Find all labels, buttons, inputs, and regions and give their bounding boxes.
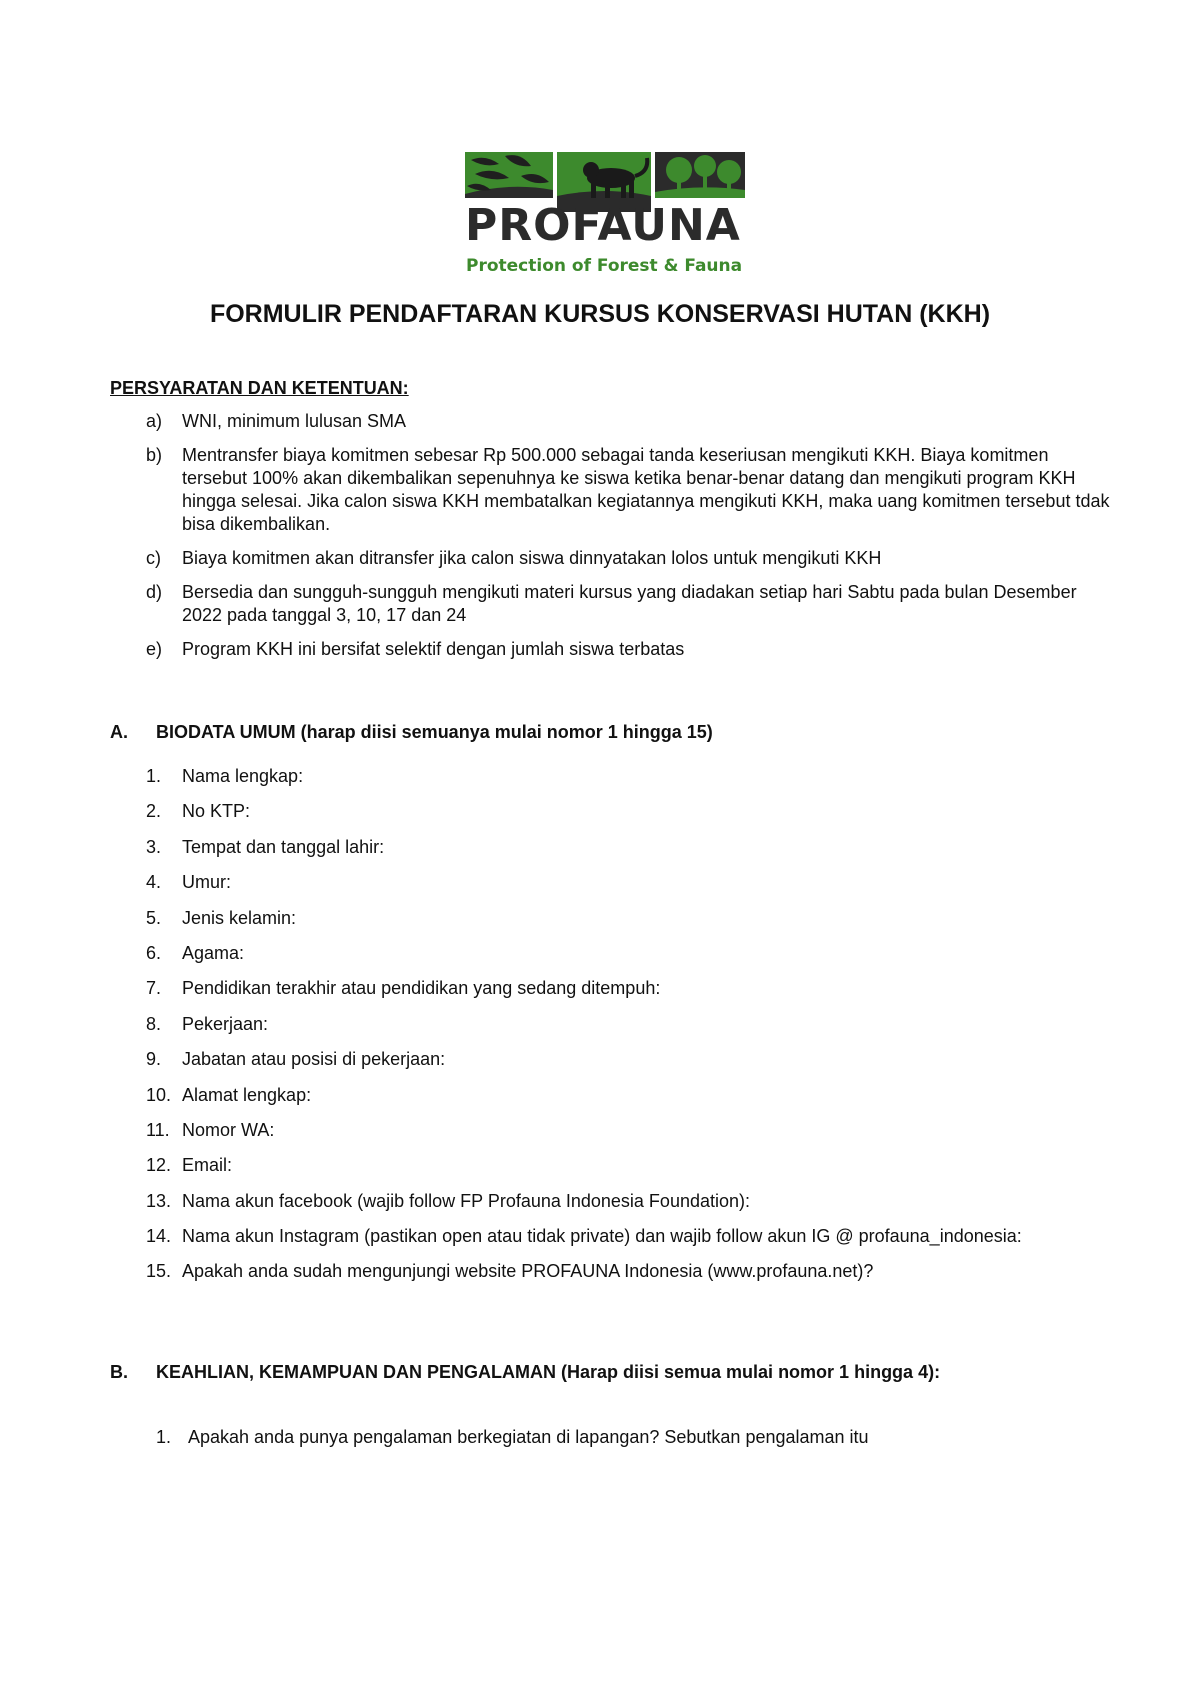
item-number: 1. xyxy=(146,766,162,786)
list-marker: a) xyxy=(146,411,163,431)
item-number: 6. xyxy=(146,942,162,963)
list-item xyxy=(110,800,1110,823)
item-number: 5. xyxy=(146,907,162,928)
term-text: Mentransfer biaya komitmen sebesar Rp 500.000 sebagai tanda keseriusan mengikuti KKH. Biaya komitmen tersebut 100% akan dikembalikan sepenuhnya ke siswa ketika benar-benar datang dan mengikuti program KKH hingga selesai. Jika calon siswa KKH membatalkan kegiatannya mengikuti KKH, maka uang komitmen tersebut tdak bisa dikembalikan. xyxy=(182,445,1110,534)
terms-heading: PERSYARATAN DAN KETENTUAN: xyxy=(110,378,409,398)
list-item xyxy=(110,638,1110,661)
item-number: 10. xyxy=(146,1084,172,1105)
section-letter: A. xyxy=(110,722,128,742)
list-item xyxy=(110,977,1110,1000)
list-item xyxy=(110,1084,1110,1107)
list-item xyxy=(110,871,1110,894)
logo-wordmark: PROFAUNA xyxy=(465,200,741,251)
item-number: 12. xyxy=(146,1155,172,1176)
field-label: Jabatan atau posisi di pekerjaan: xyxy=(182,1049,446,1070)
item-number: 4. xyxy=(146,872,162,893)
biodata-list xyxy=(110,765,1110,1296)
field-label: Nomor WA: xyxy=(182,1119,275,1140)
field-label: Apakah anda sudah mengunjungi website PROFAUNA Indonesia (www.profauna.net)? xyxy=(182,1261,874,1282)
list-item xyxy=(110,1190,1110,1213)
field-label: Umur: xyxy=(182,872,231,893)
list-marker: b) xyxy=(146,445,163,465)
list-item xyxy=(110,410,1110,433)
list-item xyxy=(110,1154,1110,1177)
term-text: WNI, minimum lulusan SMA xyxy=(182,411,407,431)
list-item xyxy=(110,1426,1110,1449)
list-item xyxy=(110,1013,1110,1036)
list-item xyxy=(110,547,1110,570)
terms-list xyxy=(110,410,1110,672)
item-number: 9. xyxy=(146,1049,162,1070)
field-label: Nama akun facebook (wajib follow FP Profauna Indonesia Foundation): xyxy=(182,1190,751,1211)
profauna-logo xyxy=(465,152,745,282)
item-number: 7. xyxy=(146,978,162,999)
field-label: Agama: xyxy=(182,942,245,963)
list-item xyxy=(110,1260,1110,1283)
field-label: Tempat dan tanggal lahir: xyxy=(182,836,385,857)
question-text: Apakah anda punya pengalaman berkegiatan di lapangan? Sebutkan pengalaman itu xyxy=(188,1427,869,1447)
term-text: Biaya komitmen akan ditransfer jika calon siswa dinnyatakan lolos untuk mengikuti KKH xyxy=(182,548,882,568)
logo-tagline: Protection of Forest & Fauna xyxy=(466,256,743,276)
list-item xyxy=(110,765,1110,788)
list-marker: c) xyxy=(146,548,161,568)
list-item xyxy=(110,581,1110,627)
field-label: Nama akun Instagram (pastikan open atau tidak private) dan wajib follow akun IG @ profauna_indonesia: xyxy=(182,1226,1022,1247)
list-item xyxy=(110,836,1110,859)
term-text: Program KKH ini bersifat selektif dengan jumlah siswa terbatas xyxy=(182,639,685,659)
item-number: 14. xyxy=(146,1226,172,1247)
item-number: 2. xyxy=(146,801,162,822)
field-label: Alamat lengkap: xyxy=(182,1084,312,1105)
list-item xyxy=(110,1048,1110,1071)
item-number: 15. xyxy=(146,1261,172,1282)
section-a-heading xyxy=(110,722,1110,743)
term-text: Bersedia dan sungguh-sungguh mengikuti materi kursus yang diadakan setiap hari Sabtu pada bulan Desember 2022 pada tanggal 3, 10, 17 dan 24 xyxy=(182,582,1077,625)
item-number: 3. xyxy=(146,836,162,857)
item-number: 1. xyxy=(156,1427,172,1447)
page-title: FORMULIR PENDAFTARAN KURSUS KONSERVASI HUTAN (KKH) xyxy=(209,300,991,328)
field-label: Pekerjaan: xyxy=(182,1013,269,1034)
list-item xyxy=(110,1225,1110,1248)
list-item xyxy=(110,1119,1110,1142)
list-item xyxy=(110,444,1110,536)
list-item xyxy=(110,942,1110,965)
field-label: Email: xyxy=(182,1155,233,1176)
field-label: Pendidikan terakhir atau pendidikan yang sedang ditempuh: xyxy=(182,978,661,999)
field-label: Jenis kelamin: xyxy=(182,907,297,928)
section-letter: B. xyxy=(110,1362,128,1382)
list-item xyxy=(110,907,1110,930)
list-marker: e) xyxy=(146,639,163,659)
item-number: 11. xyxy=(146,1119,170,1140)
skills-list xyxy=(110,1426,1110,1449)
item-number: 8. xyxy=(146,1013,162,1034)
field-label: No KTP: xyxy=(182,801,251,822)
section-title: KEAHLIAN, KEMAMPUAN DAN PENGALAMAN (Harap diisi semua mulai nomor 1 hingga 4): xyxy=(156,1362,941,1382)
section-b-heading xyxy=(110,1362,1110,1383)
item-number: 13. xyxy=(146,1190,172,1211)
list-marker: d) xyxy=(146,582,163,602)
section-title: BIODATA UMUM (harap diisi semuanya mulai nomor 1 hingga 15) xyxy=(156,722,713,742)
field-label: Nama lengkap: xyxy=(182,766,304,786)
